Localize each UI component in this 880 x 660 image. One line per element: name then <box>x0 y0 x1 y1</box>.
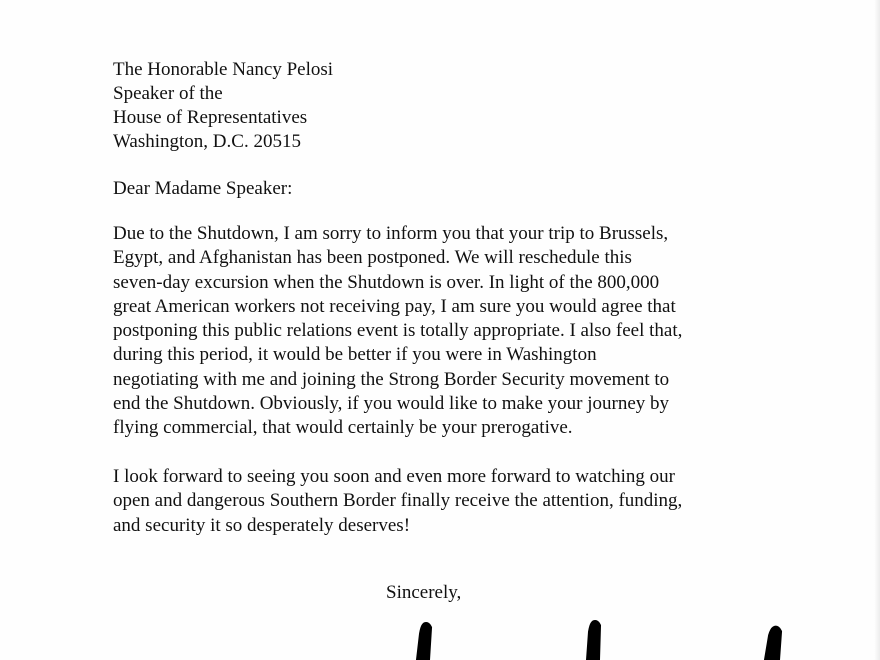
paragraph-line: postponing this public relations event is totally appropriate. I also feel that, <box>113 320 683 342</box>
salutation: Dear Madame Speaker: <box>113 178 293 199</box>
signature-stroke-1 <box>420 626 428 660</box>
signature-stroke-2 <box>590 624 597 660</box>
paragraph-line: seven-day excursion when the Shutdown is over. In light of the 800,000 <box>113 271 660 293</box>
body-paragraph-1 <box>113 222 682 441</box>
body-paragraph-2 <box>113 465 682 538</box>
page-edge <box>874 0 880 660</box>
recipient-address-block <box>113 58 333 154</box>
paragraph-line: flying commercial, that would certainly be your prerogative. <box>113 417 573 439</box>
paragraph-line: during this period, it would be better if you were in Washington <box>113 344 597 366</box>
paragraph-line: end the Shutdown. Obviously, if you would like to make your journey by <box>113 393 670 415</box>
signature-strokes <box>390 612 810 660</box>
closing: Sincerely, <box>386 582 462 603</box>
recipient-title-line-2: House of Representatives <box>113 107 308 128</box>
paragraph-line: Due to the Shutdown, I am sorry to inform you that your trip to Brussels, <box>113 223 669 244</box>
paragraph-line: negotiating with me and joining the Strong Border Security movement to <box>113 368 670 390</box>
paragraph-line: I look forward to seeing you soon and even more forward to watching our <box>113 466 675 487</box>
paragraph-line: open and dangerous Southern Border finally receive the attention, funding, <box>113 490 683 512</box>
signature-stroke-3 <box>768 630 778 660</box>
recipient-title-line-1: Speaker of the <box>113 83 223 104</box>
paragraph-line: great American workers not receiving pay, I am sure you would agree that <box>113 295 676 317</box>
recipient-city: Washington, D.C. 20515 <box>113 131 301 152</box>
paragraph-line: Egypt, and Afghanistan has been postponed. We will reschedule this <box>113 247 632 269</box>
recipient-name: The Honorable Nancy Pelosi <box>113 59 334 80</box>
paragraph-line: and security it so desperately deserves! <box>113 514 411 536</box>
